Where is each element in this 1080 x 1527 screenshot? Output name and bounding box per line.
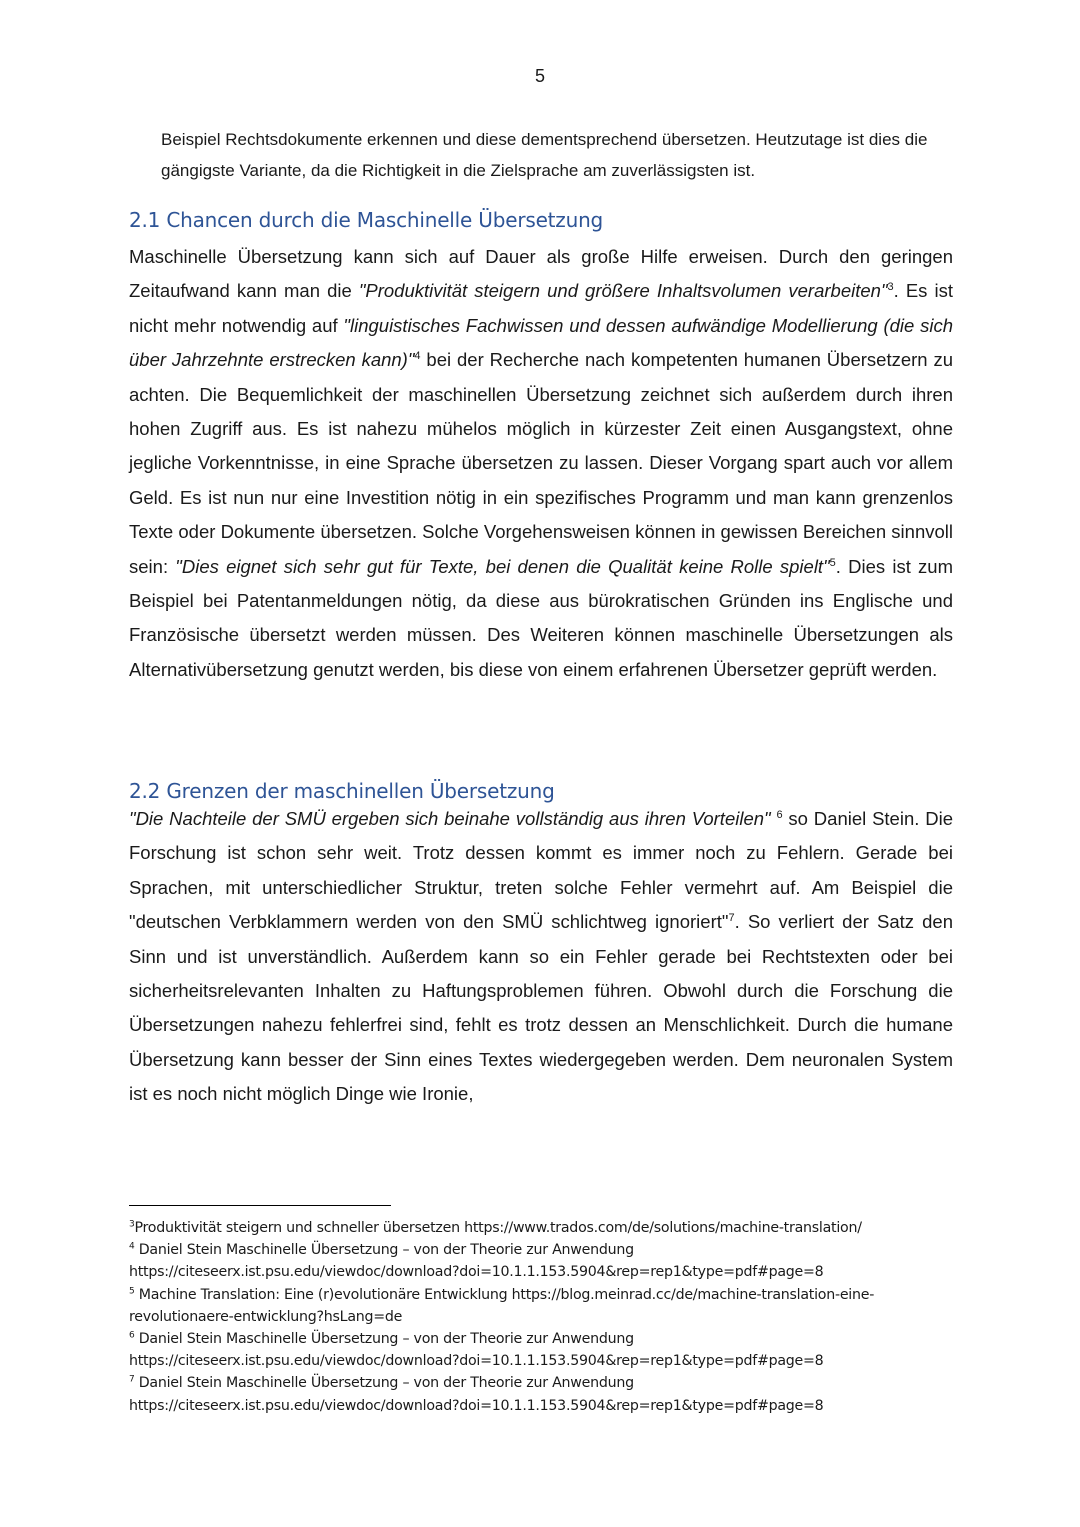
footnote-ref-3: 3 — [887, 281, 894, 294]
footnotes-list — [129, 1217, 959, 1417]
quote-qualitaet: "Dies eignet sich sehr gut für Texte, bei denen die Qualität keine Rolle spielt" — [175, 555, 830, 577]
quote-produktivitaet: "Produktivität steigern und größere Inhaltsvolumen verarbeiten" — [358, 280, 888, 302]
footnote-item — [129, 1372, 959, 1416]
footnote-number: 7 — [129, 1374, 135, 1385]
footnote-ref-5: 5 — [829, 556, 836, 569]
footnote-text: Produktivität steigern und schneller übersetzen https://www.trados.com/de/solutions/machine-translation/ — [134, 1220, 862, 1236]
paragraph-grenzen — [129, 802, 953, 1112]
footnote-ref-7: 7 — [728, 912, 735, 925]
text-run: so Daniel Stein. Die Forschung ist schon sehr weit. Trotz dessen kommt es immer noch zu Fehlern. Gerade bei Sprachen, mit unterschiedlicher Struktur, treten solche Fehler vermehrt auf. Am Beispiel die "deutschen Verbklammern werden von den SMÜ schlichtweg ignoriert" — [129, 808, 953, 933]
paragraph-chancen — [129, 240, 953, 687]
footnote-text: Daniel Stein Maschinelle Übersetzung – von der Theorie zur Anwendung https://citeseerx.ist.psu.edu/viewdoc/download?doi=10.1.1.153.5904&rep=rep1&type=pdf#page=8 — [129, 1375, 824, 1414]
footnote-number: 5 — [129, 1285, 135, 1296]
footnote-number: 6 — [129, 1330, 135, 1341]
quote-fachwissen: "linguistisches Fachwissen und dessen aufwändige Modellierung (die sich über Jahrzehnte erstrecken kann)" — [129, 314, 953, 371]
text-run: bei der Recherche nach kompetenten humanen Übersetzern zu achten. Die Bequemlichkeit der maschinellen Übersetzung zeichnet sich außerdem durch ihren hohen Zugriff aus. Es ist nahezu mühelos möglich in kürzester Zeit einen Ausgangstext, ohne jegliche Vorkenntnisse, in eine Sprache übersetzen zu lassen. Dieser Vorgang spart auch vor allem Geld. Es ist nun nur eine Investition nötig in ein spezifisches Programm und man kann grenzenlos Texte oder Dokumente übersetzen. Solche Vorgehensweisen können in gewissen Bereichen sinnvoll sein: — [129, 349, 953, 577]
footnote-item — [129, 1217, 959, 1239]
footnote-number: 3 — [129, 1219, 135, 1230]
footnote-ref-4: 4 — [414, 350, 421, 363]
continuation-paragraph: Beispiel Rechtsdokumente erkennen und diese dementsprechend übersetzen. Heutzutage ist dies die gängigste Variante, da die Richtigkeit in die Zielsprache am zuverlässigsten ist. — [161, 130, 928, 180]
footnote-text: Daniel Stein Maschinelle Übersetzung – von der Theorie zur Anwendung https://citeseerx.ist.psu.edu/viewdoc/download?doi=10.1.1.153.5904&rep=rep1&type=pdf#page=8 — [129, 1242, 824, 1281]
text-run: . Es ist nicht mehr notwendig auf — [129, 280, 953, 336]
footnote-item — [129, 1284, 959, 1328]
footnote-text: Daniel Stein Maschinelle Übersetzung – von der Theorie zur Anwendung https://citeseerx.ist.psu.edu/viewdoc/download?doi=10.1.1.153.5904&rep=rep1&type=pdf#page=8 — [129, 1331, 824, 1370]
text-run: . Dies ist zum Beispiel bei Patentanmeldungen nötig, da diese aus bürokratischen Gründen ins Englische und Französische übersetzt werden müssen. Des Weiteren können maschinelle Übersetzungen als Alternativübersetzung genutzt werden, bis diese von einem erfahrenen Übersetzer geprüft werden. — [129, 555, 953, 680]
section-heading-chancen: 2.1 Chancen durch die Maschinelle Übersetzung — [129, 208, 604, 232]
footnote-number: 4 — [129, 1241, 135, 1252]
footnote-text: Machine Translation: Eine (r)evolutionäre Entwicklung https://blog.meinrad.cc/de/machine-translation-eine-revolutionaere-entwicklung?hsLang=de — [129, 1286, 875, 1325]
text-run: Maschinelle Übersetzung kann sich auf Dauer als große Hilfe erweisen. Durch den geringen Zeitaufwand kann man die — [129, 246, 953, 302]
page-number: 5 — [534, 66, 545, 86]
text-run: . So verliert der Satz den Sinn und ist unverständlich. Außerdem kann so ein Fehler gerade bei Rechtstexten oder bei sicherheitsrelevanten Inhalten zu Haftungsproblemen führen. Obwohl durch die Forschung die Übersetzungen nahezu fehlerfrei sind, fehlt es trotz dessen an Menschlichkeit. Durch die humane Übersetzung kann besser der Sinn eines Textes wiedergegeben werden. Dem neuronalen System ist es noch nicht möglich Dinge wie Ironie, — [129, 911, 953, 1105]
footnote-ref-6: 6 — [776, 808, 783, 821]
section-heading-grenzen: 2.2 Grenzen der maschinellen Übersetzung — [129, 779, 555, 803]
footnote-item — [129, 1239, 959, 1283]
quote-nachteile: "Die Nachteile der SMÜ ergeben sich beinahe vollständig aus ihren Vorteilen" — [129, 808, 771, 829]
footnote-item — [129, 1328, 959, 1372]
footnote-separator — [129, 1205, 391, 1206]
